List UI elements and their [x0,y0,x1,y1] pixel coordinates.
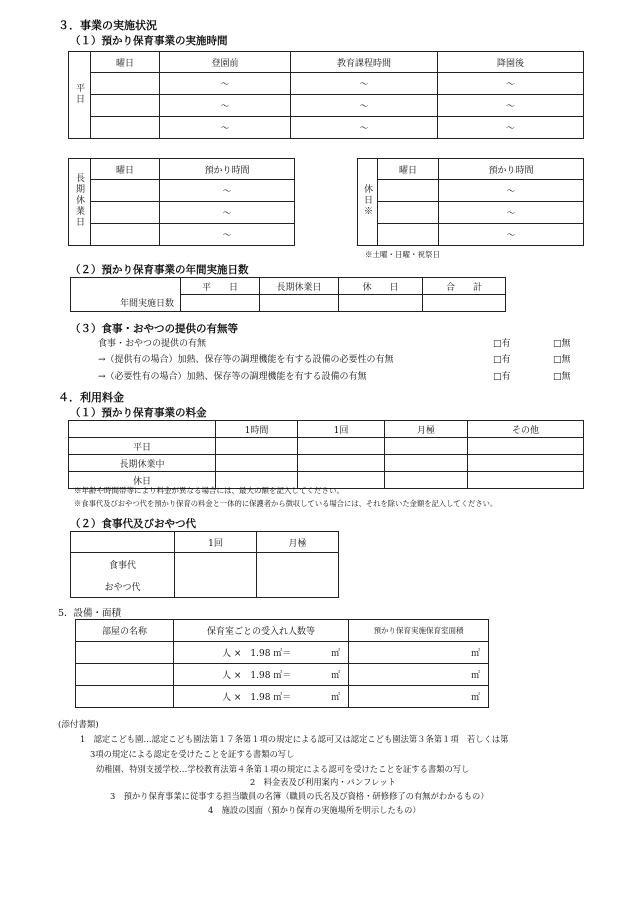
tilde: 〜 [160,95,291,117]
fee-cell[interactable] [385,455,468,472]
weekday-cell[interactable] [91,95,160,117]
meal-monthly-cell[interactable] [257,553,339,598]
holiday-cell[interactable] [378,202,439,224]
fee-cell[interactable] [216,438,298,455]
food-item-2-yes-checkbox[interactable]: □有 [493,355,511,365]
section-3-3-title: （３）食事・おやつの提供の有無等 [70,323,238,335]
tilde: 〜 [439,202,584,224]
header-holiday-total: 休 日 [339,278,423,295]
fee-table [68,420,584,489]
tilde: 〜 [439,180,584,202]
section-4-1-title: （１）預かり保育事業の料金 [70,407,207,419]
holiday-side-label: 休日※ [358,159,378,246]
attachment-line-3: 幼稚園、特別支援学校…学校教育法第４条第１項の規定による認可を受けたことを証する書類の写し [96,764,470,774]
annual-row-label: 年間実施日数 [71,295,181,312]
capacity-cell[interactable]: 人 × 1.98 ㎡＝ ㎡ [174,664,349,686]
tilde: 〜 [160,202,295,224]
food-item-3-no-checkbox[interactable]: □無 [553,372,571,382]
weekday-cell[interactable] [91,117,160,139]
section-5-title: 5．設備・面積 [58,608,122,619]
area-cell[interactable]: ㎡ [349,664,489,686]
room-name-cell[interactable] [76,642,174,664]
fee-row-holiday: 休日 [69,472,216,489]
header-monthly: 月極 [257,532,339,553]
attachment-line-1: 1 認定こども園…認定こども園法第１７条第１項の規定による認可又は認定こども園法第３条第１項 若しくは第 [80,734,509,744]
attachment-line-5: 3 預かり保育事業に従事する担当職員の名簿（職員の氏名及び資格・研修修了の有無がわかるもの） [110,791,489,801]
tilde: 〜 [438,73,584,95]
meal-fee-table [70,531,339,598]
tilde: 〜 [291,117,438,139]
header-weekday-total: 平 日 [181,278,260,295]
area-cell[interactable]: ㎡ [349,642,489,664]
annual-long-break-cell[interactable] [260,295,339,312]
header-school-hours: 教育課程時間 [291,52,438,73]
header-capacity: 保育室ごとの受入れ人数等 [174,620,349,642]
facility-table [75,619,489,708]
section-3-2-title: （２）預かり保育事業の年間実施日数 [70,264,249,276]
food-item-1-no-checkbox[interactable]: □無 [553,339,571,349]
header-before-school: 登園前 [160,52,291,73]
header-other: その他 [468,421,584,438]
fee-row-weekday: 平日 [69,438,216,455]
tilde: 〜 [439,224,584,246]
fee-cell[interactable] [468,455,584,472]
section-4-title: ４．利用料金 [58,391,124,404]
holiday-hours-table [357,158,584,246]
header-weekday: 曜日 [91,52,160,73]
annual-holiday-cell[interactable] [339,295,423,312]
fee-row-long-break: 長期休業中 [69,455,216,472]
header-per-visit: 1回 [175,532,257,553]
header-weekday: 曜日 [91,159,160,180]
food-item-1-yes-checkbox[interactable]: □有 [493,339,511,349]
weekday-side-label: 平日 [69,52,91,139]
meal-row-food: 食事代 [71,553,175,576]
attachment-line-4: 2 料金表及び利用案内・パンフレット [250,777,396,787]
fee-cell[interactable] [298,455,385,472]
fee-cell[interactable] [468,472,584,489]
weekday-hours-table [68,51,584,139]
room-name-cell[interactable] [76,664,174,686]
header-monthly: 月極 [385,421,468,438]
fee-cell[interactable] [385,472,468,489]
tilde: 〜 [291,95,438,117]
attachment-line-2: 3項の規定による認定を受けたことを証する書類の写し [90,749,295,759]
fee-cell[interactable] [216,455,298,472]
area-cell[interactable]: ㎡ [349,686,489,708]
long-break-cell[interactable] [91,224,160,246]
weekday-cell[interactable] [91,73,160,95]
food-item-2: →（提供有の場合）加熱、保存等の調理機能を有する設備の必要性の有無 [98,355,394,365]
food-item-3: →（必要性有の場合）加熱、保存等の調理機能を有する設備の有無 [98,372,367,382]
tilde: 〜 [291,73,438,95]
header-weekday: 曜日 [378,159,439,180]
tilde: 〜 [438,117,584,139]
long-break-cell[interactable] [91,180,160,202]
header-hourly: 1時間 [216,421,298,438]
annual-total-cell[interactable] [423,295,506,312]
fee-note-2: ※食事代及びおやつ代を預かり保育の料金と一体的に保護者から徴収している場合には、それを除いた金額を記入してください。 [74,499,498,508]
capacity-cell[interactable]: 人 × 1.98 ㎡＝ ㎡ [174,642,349,664]
holiday-cell[interactable] [378,224,439,246]
header-per-visit: 1回 [298,421,385,438]
header-after-school: 降園後 [438,52,584,73]
header-hours: 預かり時間 [160,159,295,180]
long-break-side-label: 長期休業日 [69,159,91,246]
fee-note-1: ※年齢や時間帯等により料金が異なる場合には、最大の額を記入してください。 [74,486,344,495]
header-hours: 預かり時間 [439,159,584,180]
tilde: 〜 [160,73,291,95]
section-4-2-title: （２）食事代及びおやつ代 [70,518,196,530]
food-item-3-yes-checkbox[interactable]: □有 [493,372,511,382]
fee-cell[interactable] [468,438,584,455]
holiday-cell[interactable] [378,180,439,202]
fee-cell[interactable] [298,438,385,455]
meal-row-snack: おやつ代 [71,575,175,598]
header-room-name: 部屋の名称 [76,620,174,642]
tilde: 〜 [160,117,291,139]
meal-per-visit-cell[interactable] [175,553,257,598]
tilde: 〜 [160,224,295,246]
room-name-cell[interactable] [76,686,174,708]
food-item-2-no-checkbox[interactable]: □無 [553,355,571,365]
header-long-break-total: 長期休業日 [260,278,339,295]
header-grand-total: 合 計 [423,278,506,295]
header-area: 預かり保育実施保育室面積 [349,620,489,642]
attachments-title: (添付書類) [58,720,99,730]
section-3-1-title: （１）預かり保育事業の実施時間 [70,35,228,47]
long-break-cell[interactable] [91,202,160,224]
annual-weekday-cell[interactable] [181,295,260,312]
food-item-1: 食事・おやつの提供の有無 [98,339,207,349]
capacity-cell[interactable]: 人 × 1.98 ㎡＝ ㎡ [174,686,349,708]
section-3-title: ３．事業の実施状況 [58,19,157,32]
long-break-hours-table [68,158,295,246]
attachment-line-6: 4 施設の図面（預かり保育の実施場所を明示したもの） [208,805,421,815]
annual-days-table [70,277,506,312]
fee-cell[interactable] [385,438,468,455]
tilde: 〜 [160,180,295,202]
holiday-note: ※土曜・日曜・祝祭日 [365,250,440,259]
tilde: 〜 [438,95,584,117]
